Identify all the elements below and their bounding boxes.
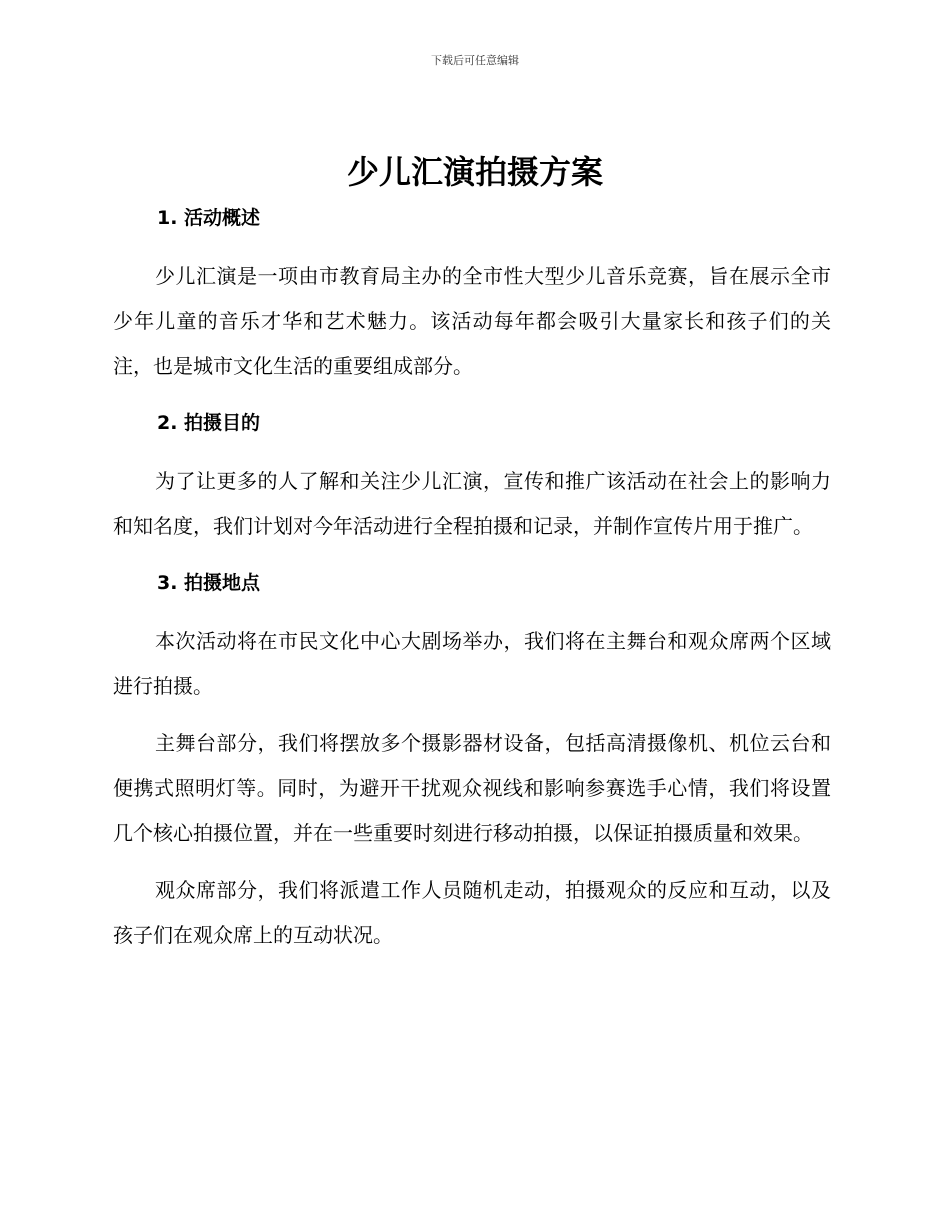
page-header: 下载后可任意编辑	[431, 54, 519, 67]
paragraph-main-stage: 主舞台部分，我们将摆放多个摄影器材设备，包括高清摄像机、机位云台和便携式照明灯等。同时，为避开干扰观众视线和影响参赛选手心情，我们将设置几个核心拍摄位置，并在一些重要时刻进行移动拍摄，以保证拍摄质量和效果。	[113, 731, 831, 845]
paragraph-purpose: 为了让更多的人了解和关注少儿汇演，宣传和推广该活动在社会上的影响力和知名度，我们计划对今年活动进行全程拍摄和记录，并制作宣传片用于推广。	[113, 469, 831, 538]
paragraph-location-intro: 本次活动将在市民文化中心大剧场举办，我们将在主舞台和观众席两个区域进行拍摄。	[113, 629, 831, 698]
section-heading-location: 3. 拍摄地点	[157, 572, 261, 594]
paragraph-audience: 观众席部分，我们将派遣工作人员随机走动，拍摄观众的反应和互动，以及孩子们在观众席上的互动状况。	[113, 878, 831, 947]
section-heading-purpose: 2. 拍摄目的	[157, 412, 261, 434]
section-heading-overview: 1. 活动概述	[157, 207, 261, 229]
paragraph-overview: 少儿汇演是一项由市教育局主办的全市性大型少儿音乐竞赛，旨在展示全市少年儿童的音乐才华和艺术魅力。该活动每年都会吸引大量家长和孩子们的关注，也是城市文化生活的重要组成部分。	[113, 264, 831, 378]
document-body	[113, 204, 831, 958]
document-title: 少儿汇演拍摄方案	[346, 153, 603, 191]
